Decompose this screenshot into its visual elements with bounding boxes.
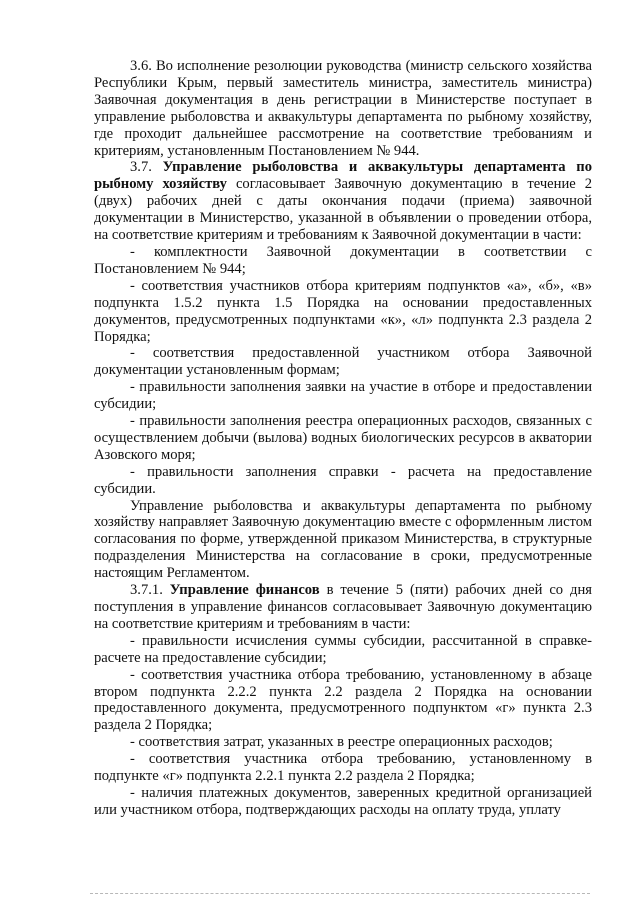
list-item-text: - соответствия участника отбора требованию, установленному в подпункте «г» подпункта 2.2.1 пункта 2.2 раздела 2 Порядка; (94, 751, 592, 785)
paragraph-3-6 (94, 58, 592, 159)
paragraph-text: Управление рыболовства и аквакультуры департамента по рыбному хозяйству направляет Заявочную документацию вместе с оформленным листом согласования по форме, утвержденной приказом Министерства, в структурные подразделения Министерства на согласование в сроки, предусмотренные настоящим Регламентом. (94, 497, 592, 582)
list-item-text: - соответствия затрат, указанных в реестре операционных расходов; (130, 734, 553, 751)
paragraph-3-7-1 (94, 582, 592, 633)
list-item-text: - комплектности Заявочной документации в соответствии с Постановлением № 944; (94, 243, 592, 277)
list-item-text: - наличия платежных документов, заверенных кредитной организацией или участником отбора, подтверждающих расходы на оплату труда, уплату (94, 784, 592, 818)
paragraph-number: 3.7. (130, 159, 163, 176)
paragraph-text: 3.6. Во исполнение резолюции руководства (министр сельского хозяйства Республики Крым, первый заместитель министра, заместитель министра) Заявочная документация в день регистрации в Министерстве поступает в управление рыболовства и аквакультуры департамента по рыбному хозяйству, где проходит дальнейшее рассмотрение на соответствие требованиям и критериям, установленным Постановлением № 944. (94, 58, 592, 159)
list-item-text: - соответствия участника отбора требованию, установленному в абзаце втором подпункта 2.2.2 пункта 2.2 раздела 2 Порядка на основании предоставленного документа, предусмотренного подпунктом «г» пункта 2.3 раздела 2 Порядка; (94, 666, 592, 734)
list-item (94, 751, 592, 785)
list-item-text: - правильности заполнения заявки на участие в отборе и предоставлении субсидии; (94, 379, 592, 413)
list-item (94, 413, 592, 464)
list-item-text: - соответствия участников отбора критериям подпунктов «а», «б», «в» подпункта 1.5.2 пункта 1.5 Порядка на основании предоставленных документов, предусмотренных подпунктами «к», «л» подпункта 2.3 раздела 2 Порядка; (94, 277, 592, 345)
responsible-department: Управление финансов (169, 582, 320, 599)
list-item (94, 734, 592, 751)
paragraph-text: согласовывает Заявочную документацию в течение 2 (двух) рабочих дней с даты окончания подачи (приема) заявочной документации в Министерство, указанной в объявлении о проведении отбора, на соответствие критериям и требованиям к Заявочной документации в части: (94, 176, 592, 244)
list-item (94, 244, 592, 278)
list-item-text: - правильности заполнения справки - расчета на предоставление субсидии. (94, 463, 592, 497)
paragraph-text: в течение 5 (пяти) рабочих дней со дня поступления в управление финансов согласовывает Заявочную документацию на соответствие критериям и требованиям в части: (94, 582, 592, 632)
scan-footer-artifact (90, 893, 590, 897)
list-item (94, 345, 592, 379)
list-item (94, 379, 592, 413)
list-item (94, 278, 592, 346)
list-item-text: - правильности заполнения реестра операционных расходов, связанных с осуществлением добычи (вылова) водных биологических ресурсов в акватории Азовского моря; (94, 413, 592, 463)
list-item (94, 667, 592, 735)
responsible-department: Управление рыболовства и аквакультуры департамента по рыбному хозяйству (94, 159, 592, 193)
list-item (94, 464, 592, 498)
document-body (94, 58, 592, 819)
paragraph-number: 3.7.1. (130, 582, 170, 599)
list-item-text: - правильности исчисления суммы субсидии, рассчитанной в справке-расчете на предоставление субсидии; (94, 632, 592, 666)
list-item (94, 633, 592, 667)
list-item (94, 785, 592, 819)
paragraph-3-7 (94, 159, 592, 244)
paragraph-forwarding (94, 498, 592, 583)
list-item-text: - соответствия предоставленной участником отбора Заявочной документации установленным формам; (94, 345, 592, 379)
